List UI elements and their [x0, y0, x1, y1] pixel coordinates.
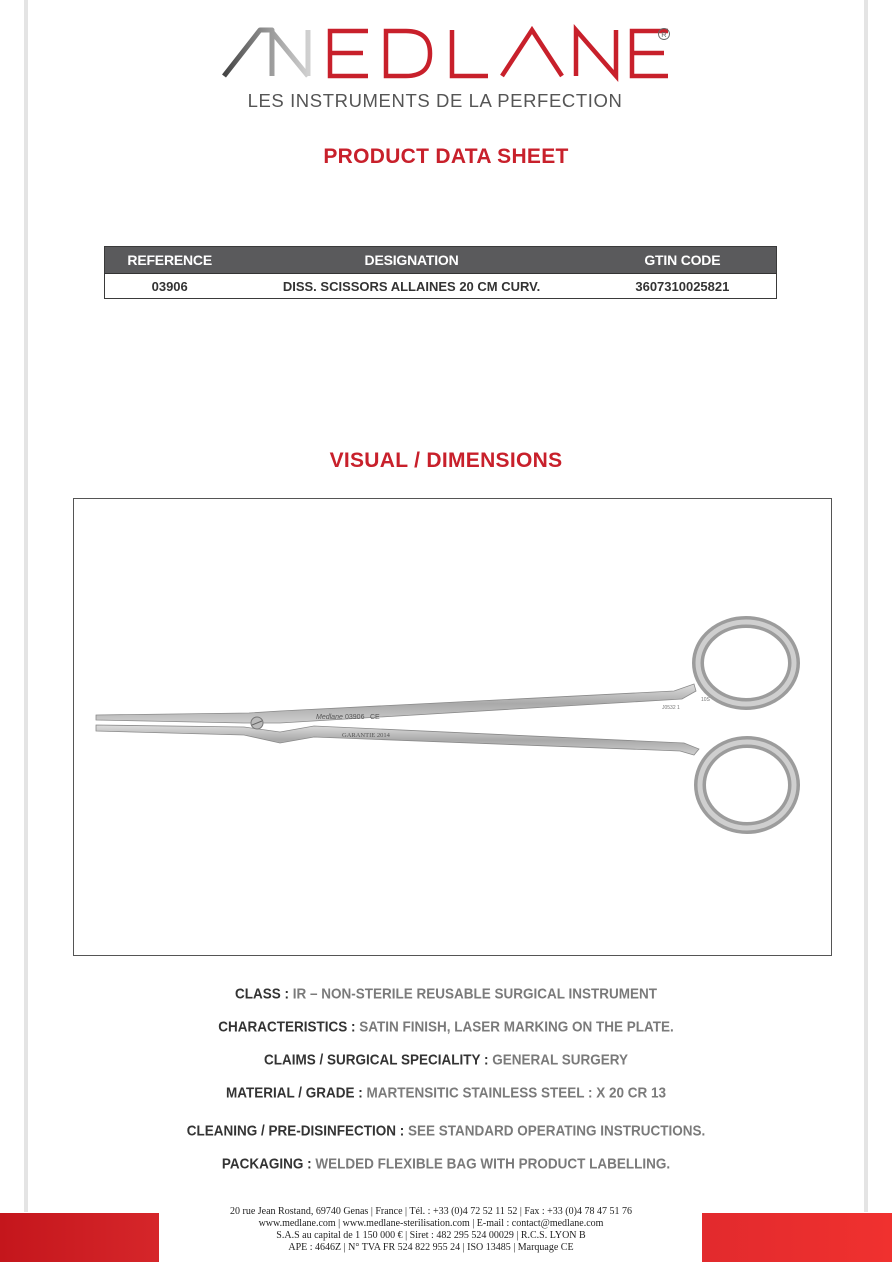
spec-class [0, 985, 892, 1001]
spec-packaging-value: WELDED FLEXIBLE BAG WITH PRODUCT LABELLING. [311, 1155, 671, 1172]
spec-class-label: CLASS : [234, 985, 289, 1002]
spec-cleaning-value: SEE STANDARD OPERATING INSTRUCTIONS. [404, 1122, 706, 1139]
cell-designation: DISS. SCISSORS ALLAINES 20 CM CURV. [234, 274, 588, 299]
spec-packaging-label: PACKAGING : [221, 1155, 312, 1172]
footer-legal: S.A.S au capital de 1 150 000 € | Siret : 482 295 524 00029 | R.C.S. LYON B [276, 1230, 586, 1241]
marking-ref: 03906 [345, 714, 365, 721]
header-reference: REFERENCE [105, 247, 235, 274]
footer-red-bar-right [702, 1213, 892, 1262]
visual-dimensions-title: VISUAL / DIMENSIONS [329, 449, 563, 472]
spec-material-label: MATERIAL / GRADE : [225, 1084, 363, 1101]
cell-reference: 03906 [105, 274, 235, 299]
spec-characteristics [0, 1018, 892, 1034]
footer-red-bar-left [0, 1213, 159, 1262]
marking-ring-code: J0532 1 [662, 705, 680, 711]
marking-guarantee: GARANTIE 2014 [342, 732, 390, 739]
medlane-logo [220, 24, 680, 116]
spec-material-value: MARTENSITIC STAINLESS STEEL : X 20 CR 13 [362, 1084, 667, 1101]
marking-ce: CE [370, 714, 380, 721]
spec-cleaning-label: CLEANING / PRE-DISINFECTION : [186, 1122, 405, 1139]
spec-characteristics-value: SATIN FINISH, LASER MARKING ON THE PLATE. [355, 1018, 674, 1035]
footer-web: www.medlane.com | www.medlane-sterilisation.com | E-mail : contact@medlane.com [258, 1218, 604, 1229]
header-designation: DESIGNATION [234, 247, 588, 274]
spec-class-value: IR – NON-STERILE REUSABLE SURGICAL INSTRUMENT [288, 985, 658, 1002]
product-data-sheet-title: PRODUCT DATA SHEET [323, 145, 569, 168]
spec-claims [0, 1051, 892, 1067]
spec-claims-label: CLAIMS / SURGICAL SPECIALITY : [263, 1051, 489, 1068]
table-header-row [105, 247, 777, 274]
spec-characteristics-label: CHARACTERISTICS : [218, 1018, 356, 1035]
spec-claims-value: GENERAL SURGERY [488, 1051, 629, 1068]
header-gtin-code: GTIN CODE [589, 247, 777, 274]
spec-material [0, 1084, 892, 1100]
table-row [105, 274, 777, 299]
marking-ring-top: 10S [701, 697, 710, 703]
instrument-visual-frame [73, 498, 832, 956]
spec-cleaning [0, 1122, 892, 1138]
footer-address: 20 rue Jean Rostand, 69740 Genas | France | Tél. : +33 (0)4 72 52 11 52 | Fax : +33 (0)4 78 47 51 76 [230, 1206, 632, 1217]
medlane-wordmark [220, 24, 680, 86]
brand-tagline: LES INSTRUMENTS DE LA PERFECTION [247, 90, 623, 111]
company-footer [160, 1206, 702, 1254]
product-reference-table [104, 246, 777, 299]
footer-registration: APE : 4646Z | N° TVA FR 524 822 955 24 | ISO 13485 | Marquage CE [288, 1242, 574, 1253]
marking-brand: Medlane [316, 714, 343, 721]
cell-gtin-code: 3607310025821 [589, 274, 777, 299]
surgical-scissors-icon [74, 499, 830, 954]
spec-packaging [0, 1155, 892, 1171]
registered-mark: R [661, 30, 667, 39]
